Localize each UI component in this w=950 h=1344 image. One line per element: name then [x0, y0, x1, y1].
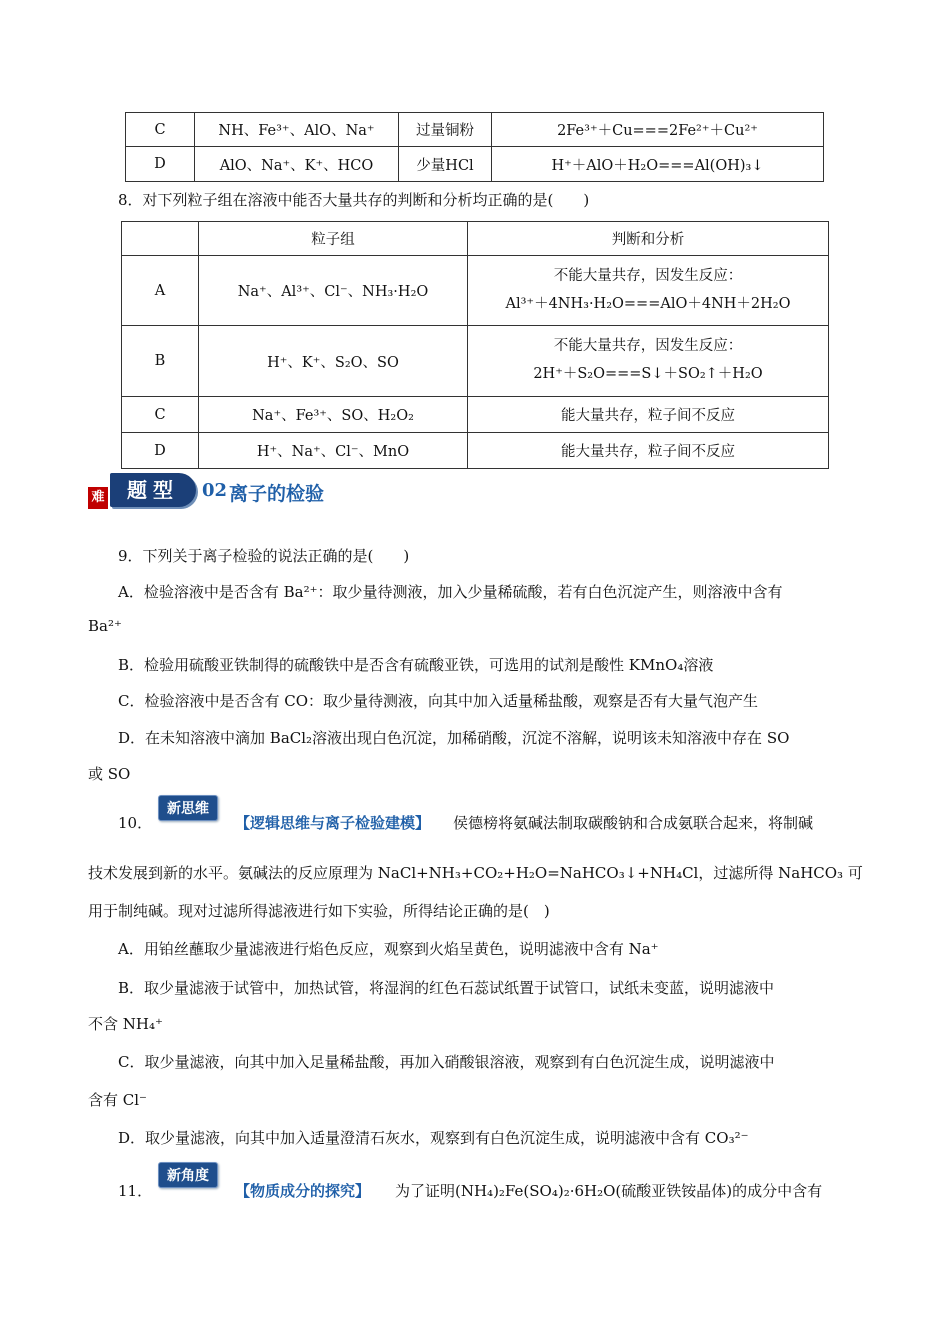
q9-option-d-cont: 或 SO: [88, 765, 131, 783]
row-label: B: [122, 326, 199, 397]
particle-cell: Na⁺、Fe³⁺、SO、H₂O₂: [199, 397, 468, 433]
continued-table: [125, 112, 824, 182]
equation-cell: H⁺＋AlO＋H₂O===Al(OH)₃↓: [492, 147, 824, 182]
question-type-label: 题型: [110, 473, 196, 507]
section-banner: [88, 473, 408, 509]
q10-option-c-cont: 含有 Cl⁻: [88, 1091, 147, 1109]
analysis-line-2: Al³⁺＋4NH₃·H₂O===AlO＋4NH＋2H₂O: [505, 295, 791, 312]
q10-number: 10．: [118, 814, 153, 832]
table-row: [126, 147, 824, 182]
q9-option-d: D．在未知溶液中滴加 BaCl₂溶液出现白色沉淀，加稀硝酸，沉淀不溶解，说明该未知溶液中存在 SO: [118, 729, 790, 747]
table-row: [122, 433, 829, 469]
reagent-cell: 少量HCl: [399, 147, 492, 182]
particle-cell: AlO、Na⁺、K⁺、HCO: [195, 147, 399, 182]
equation-cell: 2Fe³⁺＋Cu===2Fe²⁺＋Cu²⁺: [492, 113, 824, 147]
analysis-cell: [468, 326, 829, 397]
new-thinking-badge: [158, 795, 218, 821]
q8-stem: 8．对下列粒子组在溶液中能否大量共存的判断和分析均正确的是( ): [118, 191, 590, 209]
q9-option-b: B．检验用硫酸亚铁制得的硫酸铁中是否含有硫酸亚铁，可选用的试剂是酸性 KMnO₄溶液: [118, 656, 714, 674]
row-label: C: [126, 113, 195, 147]
q10-stem-1: 侯德榜将氨碱法制取碳酸钠和合成氨联合起来，将制碱: [453, 814, 814, 832]
particle-cell: H⁺、K⁺、S₂O、SO: [199, 326, 468, 397]
q10-option-b-cont: 不含 NH₄⁺: [88, 1015, 163, 1033]
header-analysis: 判断和分析: [468, 222, 829, 256]
q8-table: [121, 221, 829, 469]
q10-option-a: A．用铂丝蘸取少量滤液进行焰色反应，观察到火焰呈黄色，说明滤液中含有 Na⁺: [118, 940, 659, 958]
q9-option-c: C．检验溶液中是否含有 CO：取少量待测液，向其中加入适量稀盐酸，观察是否有大量气泡产生: [118, 692, 759, 710]
q10-topic-tag: 【逻辑思维与离子检验建模】: [235, 814, 431, 832]
analysis-line-1: 不能大量共存，因发生反应：: [553, 338, 743, 355]
table-row: [122, 256, 829, 326]
table-row: [122, 397, 829, 433]
q10-option-d: D．取少量滤液，向其中加入适量澄清石灰水，观察到有白色沉淀生成，说明滤液中含有 CO₃²⁻: [118, 1129, 749, 1147]
header-blank: [122, 222, 199, 256]
analysis-line-2: 2H⁺＋S₂O===S↓＋SO₂↑＋H₂O: [533, 366, 763, 382]
particle-cell: H⁺、Na⁺、Cl⁻、MnO: [199, 433, 468, 469]
q9-option-a-cont: Ba²⁺: [88, 617, 122, 635]
section-number: 02: [202, 480, 228, 501]
q10-option-b: B．取少量滤液于试管中，加热试管，将湿润的红色石蕊试纸置于试管口，试纸未变蓝，说明滤液中: [118, 979, 775, 997]
analysis-cell: 能大量共存，粒子间不反应: [468, 397, 829, 433]
row-label: C: [122, 397, 199, 433]
row-label: A: [122, 256, 199, 326]
q10-option-c: C．取少量滤液，向其中加入足量稀盐酸，再加入硝酸银溶液，观察到有白色沉淀生成，说明滤液中: [118, 1053, 775, 1071]
q10-stem-3: 用于制纯碱。现对过滤所得滤液进行如下实验，所得结论正确的是( ): [88, 902, 550, 920]
analysis-line-1: 不能大量共存，因发生反应：: [553, 267, 743, 284]
q10-stem-2: 技术发展到新的水平。氨碱法的反应原理为 NaCl+NH₃+CO₂+H₂O=NaHCO₃↓+NH₄Cl，过滤所得 NaHCO₃ 可: [88, 864, 863, 882]
table-row: [126, 113, 824, 147]
analysis-cell: 能大量共存，粒子间不反应: [468, 433, 829, 469]
table-header-row: [122, 222, 829, 256]
q11-number: 11．: [118, 1182, 153, 1200]
row-label: D: [126, 147, 195, 182]
reagent-cell: 过量铜粉: [399, 113, 492, 147]
table-row: [122, 326, 829, 397]
badge-label: 新角度: [158, 1162, 218, 1188]
row-label: D: [122, 433, 199, 469]
particle-cell: Na⁺、Al³⁺、Cl⁻、NH₃·H₂O: [199, 256, 468, 326]
difficulty-badge: 难: [88, 487, 108, 509]
q9-stem: 9．下列关于离子检验的说法正确的是( ): [118, 547, 410, 565]
section-title: 离子的检验: [229, 483, 325, 505]
new-angle-badge: [158, 1162, 218, 1188]
particle-cell: NH、Fe³⁺、AlO、Na⁺: [195, 113, 399, 147]
q11-topic-tag: 【物质成分的探究】: [235, 1182, 371, 1200]
q11-stem: 为了证明(NH₄)₂Fe(SO₄)₂·6H₂O(硫酸亚铁铵晶体)的成分中含有: [395, 1182, 823, 1200]
header-particle-group: 粒子组: [199, 222, 468, 256]
badge-label: 新思维: [158, 795, 218, 821]
analysis-cell: [468, 256, 829, 326]
q9-option-a: A．检验溶液中是否含有 Ba²⁺：取少量待测液，加入少量稀硫酸，若有白色沉淀产生，则溶液中含有: [118, 583, 783, 601]
